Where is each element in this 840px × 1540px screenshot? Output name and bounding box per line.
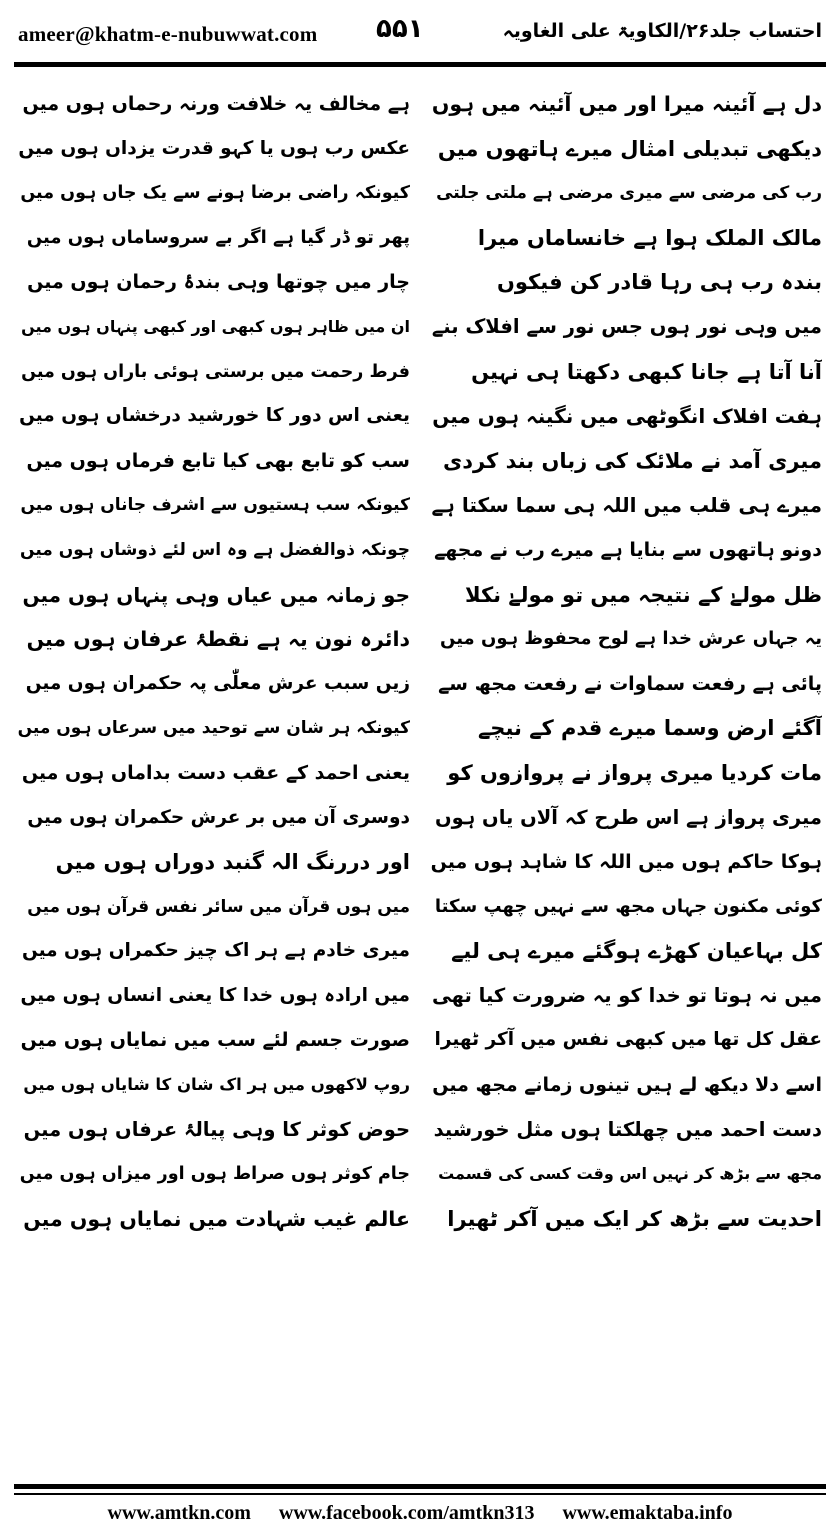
right-verse-line: مالک الملک ہوا ہے خانساماں میرا bbox=[477, 225, 822, 250]
left-verse-line: جام کوثر ہوں صراط ہوں اور میزاں ہوں میں bbox=[19, 1164, 410, 1185]
footer-link-facebook[interactable]: www.facebook.com/amtkn313 bbox=[278, 1502, 535, 1524]
header-rule bbox=[14, 62, 826, 67]
left-verse-line: کیونکہ راضی برضا ہونے سے یک جاں ہوں میں bbox=[20, 183, 410, 204]
poem-right-column bbox=[430, 82, 822, 1464]
poem-body bbox=[18, 82, 822, 1464]
right-verse-line: پائی ہے رفعت سماوات نے رفعت مجھ سے bbox=[438, 672, 822, 695]
right-verse-line: دست احمد میں چھلکتا ہوں مثل خورشید bbox=[433, 1117, 822, 1141]
left-verse-line: میں ہوں قرآن میں سائر نفس قرآن ہوں میں bbox=[27, 896, 410, 917]
right-verse-line: مات کردیا میری پرواز نے پروازوں کو bbox=[447, 760, 822, 785]
right-verse-line: دونو ہاتھوں سے بنایا ہے میرے رب نے مجھے bbox=[434, 538, 822, 561]
left-verse-line: عالم غیب شہادت میں نمایاں ہوں میں bbox=[23, 1206, 410, 1231]
left-verse-line: دائرہ نون یہ ہے نقطۂ عرفان ہوں میں bbox=[26, 627, 410, 652]
right-verse-line: کل بہاعیان کھڑے ہوگئے میرے ہی لیے bbox=[451, 939, 822, 964]
page-header bbox=[0, 0, 840, 66]
right-verse-line: عقل کل تھا میں کبھی نفس میں آکر ٹھیرا bbox=[434, 1029, 822, 1051]
right-verse-line: رب کی مرضی سے میری مرضی ہے ملتی جلتی bbox=[436, 183, 822, 204]
page-number: ۵۵۱ bbox=[376, 14, 424, 44]
right-verse-line: ظل مولےٰ کے نتیجہ میں تو مولےٰ نکلا bbox=[465, 582, 822, 607]
left-verse-line: عکس رب ہوں یا کہو قدرت یزداں ہوں میں bbox=[18, 137, 410, 159]
footer-rule-thin bbox=[14, 1493, 826, 1495]
left-verse-line: زیں سبب عرش معلّٰی پہ حکمران ہوں میں bbox=[25, 672, 410, 694]
right-verse-line: اسے دلا دیکھ لے ہیں تینوں زمانے مجھ میں bbox=[432, 1074, 822, 1097]
right-verse-line: احدیت سے بڑھ کر ایک میں آکر ٹھیرا bbox=[447, 1206, 822, 1231]
left-verse-line: چار میں چوتھا وہی بندۂ رحمان ہوں میں bbox=[27, 271, 410, 294]
left-verse-line: پھر تو ڈر گیا ہے اگر بے سروساماں ہوں میں bbox=[26, 226, 410, 248]
right-verse-line: کوئی مکنون جہاں مجھ سے نہیں چھپ سکتا bbox=[434, 895, 822, 917]
right-verse-line: میں نہ ہوتا تو خدا کو یہ ضرورت کیا تھی bbox=[431, 983, 822, 1007]
left-verse-line: روپ لاکھوں میں ہر اک شان کا شایاں ہوں میں bbox=[23, 1075, 410, 1095]
right-verse-line: میرے ہی قلب میں اللہ ہی سما سکتا ہے bbox=[431, 493, 822, 518]
right-verse-line: دیکھی تبدیلی امثال میرے ہاتھوں میں bbox=[437, 136, 822, 161]
footer-link-amtkn[interactable]: www.amtkn.com bbox=[107, 1502, 251, 1524]
left-verse-line: اور دررنگ الہ گنبد دوراں ہوں میں bbox=[55, 850, 410, 875]
right-verse-line: ہفت افلاک انگوٹھی میں نگینہ ہوں میں bbox=[432, 404, 822, 429]
left-verse-line: جو زمانہ میں عیاں وہی پنہاں ہوں میں bbox=[22, 582, 410, 607]
left-verse-line: فرط رحمت میں برستی ہوئی باراں ہوں میں bbox=[21, 361, 410, 382]
poem-left-column bbox=[18, 82, 410, 1464]
right-verse-line: آگئے ارض وسما میرے قدم کے نیچے bbox=[478, 716, 822, 741]
left-verse-line: سب کو تابع بھی کیا تابع فرماں ہوں میں bbox=[26, 449, 410, 472]
footer-rule-thick bbox=[14, 1484, 826, 1489]
left-verse-line: میری خادم ہے ہر اک چیز حکمراں ہوں میں bbox=[21, 940, 410, 962]
right-verse-line: میں وہی نور ہوں جس نور سے افلاک بنے bbox=[431, 314, 822, 338]
left-verse-line: صورت جسم لئے سب میں نمایاں ہوں میں bbox=[20, 1029, 410, 1052]
right-verse-line: بندہ رب ہی رہا قادر کن فیکوں bbox=[496, 270, 822, 295]
right-verse-line: دل ہے آئینہ میرا اور میں آئینہ میں ہوں bbox=[431, 92, 822, 116]
footer-link-emaktaba[interactable]: www.emaktaba.info bbox=[562, 1502, 733, 1524]
header-email: ameer@khatm-e-nubuwwat.com bbox=[18, 22, 318, 46]
left-verse-line: ہے مخالف یہ خلافت ورنہ رحماں ہوں میں bbox=[22, 93, 410, 115]
left-verse-line: میں ارادہ ہوں خدا کا یعنی انساں ہوں میں bbox=[20, 984, 410, 1006]
left-verse-line: کیونکہ ہر شان سے توحید میں سرعاں ہوں میں bbox=[18, 718, 410, 739]
left-verse-line: کیونکہ سب ہستیوں سے اشرف جاناں ہوں میں bbox=[20, 495, 410, 516]
right-verse-line: آنا آتا ہے جانا کبھی دکھتا ہی نہیں bbox=[471, 359, 822, 384]
right-verse-line: یہ جہاں عرش خدا ہے لوح محفوظ ہوں میں bbox=[440, 628, 822, 650]
footer-links bbox=[0, 1502, 840, 1525]
left-verse-line: حوض کوثر کا وہی پیالۂ عرفاں ہوں میں bbox=[23, 1117, 410, 1141]
left-verse-line: چونکہ ذوالفضل ہے وہ اس لئے ذوشاں ہوں میں bbox=[20, 539, 410, 560]
right-verse-line: میری پرواز ہے اس طرح کہ آلاں یاں ہوں bbox=[434, 805, 822, 829]
left-verse-line: دوسری آن میں بر عرش حکمران ہوں میں bbox=[27, 806, 410, 828]
right-verse-line: ہوکا حاکم ہوں میں اللہ کا شاہد ہوں میں bbox=[430, 851, 822, 874]
left-verse-line: یعنی احمد کے عقب دست بداماں ہوں میں bbox=[21, 761, 410, 784]
right-verse-line: مجھ سے بڑھ کر نہیں اس وقت کسی کی قسمت bbox=[438, 1164, 822, 1184]
right-verse-line: میری آمد نے ملائک کی زباں بند کردی bbox=[442, 448, 822, 473]
left-verse-line: یعنی اس دور کا خورشید درخشاں ہوں میں bbox=[19, 405, 410, 427]
left-verse-line: ان میں ظاہر ہوں کبھی اور کبھی پنہاں ہوں میں bbox=[21, 316, 410, 336]
book-title: احتساب جلد۲۶/الکاویۃ علی الغاویہ bbox=[502, 20, 822, 42]
